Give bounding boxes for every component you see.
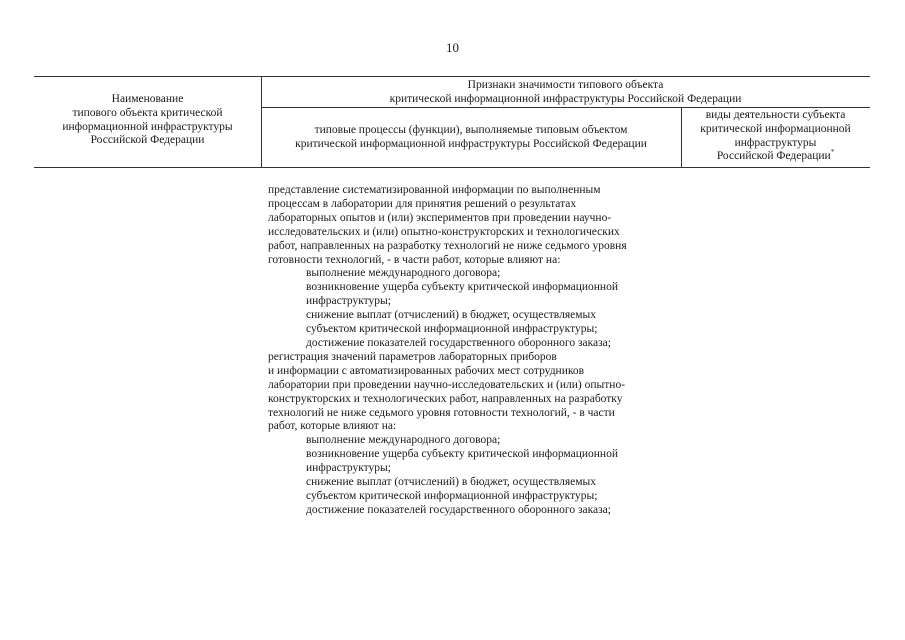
body-line: процессам в лаборатории для принятия решений о результатах — [268, 197, 577, 210]
body-line: возникновение ущерба субъекту критической информационной — [306, 281, 618, 294]
header-group — [261, 79, 870, 107]
body-line: работ, направленных на разработку технологий не ниже седьмого уровня — [268, 239, 627, 252]
body-line: лаборатории при проведении научно-исследовательских и (или) опытно- — [268, 378, 626, 391]
body-line: выполнение международного договора; — [306, 267, 501, 280]
body-line: регистрация значений параметров лабораторных приборов — [268, 350, 557, 363]
footnote-mark: * — [830, 148, 835, 157]
body-line: инфраструктуры; — [306, 462, 391, 475]
header-col2-line: критической информационной инфраструктуры Российской Федерации — [295, 137, 647, 150]
header-col1-line: типового объекта критической — [72, 106, 223, 119]
body-line: снижение выплат (отчислений) в бюджет, осуществляемых — [306, 309, 596, 322]
body-line: готовности технологий, - в части работ, которые влияют на: — [268, 253, 561, 266]
header-col2 — [261, 124, 681, 152]
header-col1-line: Российской Федерации — [90, 134, 205, 147]
table-top-rule — [34, 76, 870, 77]
header-col3-line: виды деятельности субъекта — [705, 109, 846, 121]
header-col3-line: критической информационной — [700, 122, 851, 135]
header-col1-line: Наименование — [111, 93, 184, 105]
body-line: работ, которые влияют на: — [268, 420, 397, 433]
header-col3 — [681, 109, 870, 164]
body-line: достижение показателей государственного оборонного заказа; — [306, 503, 611, 516]
header-col2-line: типовые процессы (функции), выполняемые типовым объектом — [314, 124, 628, 136]
header-group-line: Признаки значимости типового объекта — [467, 79, 664, 91]
body-text-block — [268, 184, 688, 518]
body-line: технологий не ниже седьмого уровня готовности технологий, - в части — [268, 406, 615, 419]
body-line: снижение выплат (отчислений) в бюджет, осуществляемых — [306, 476, 596, 489]
header-col1 — [34, 93, 261, 148]
body-line: и информации с автоматизированных рабочих мест сотрудников — [268, 364, 585, 377]
header-col3-line: Российской Федерации — [716, 150, 831, 163]
header-group-line: критической информационной инфраструктуры Российской Федерации — [389, 92, 742, 105]
body-line: исследовательских и (или) опытно-конструкторских и технологических — [268, 225, 620, 238]
body-line: достижение показателей государственного оборонного заказа; — [306, 336, 611, 349]
header-col3-line: инфраструктуры — [734, 136, 817, 149]
table-group-rule — [261, 107, 870, 108]
header-col3-line-last — [681, 150, 870, 164]
body-line: лабораторных опытов и (или) экспериментов при проведении научно- — [268, 211, 612, 224]
header-col1-line: информационной инфраструктуры — [62, 120, 233, 133]
body-line: конструкторских и технологических работ, направленных на разработку — [268, 392, 623, 405]
body-line: представление систематизированной информации по выполненным — [268, 184, 601, 196]
body-line: возникновение ущерба субъекту критической информационной — [306, 448, 618, 461]
body-line: выполнение международного договора; — [306, 434, 501, 447]
page-number: 10 — [446, 40, 459, 55]
body-line: субъектом критической информационной инфраструктуры; — [306, 323, 598, 336]
body-line: инфраструктуры; — [306, 295, 391, 308]
table-bottom-rule — [34, 167, 870, 168]
body-line: субъектом критической информационной инфраструктуры; — [306, 489, 598, 502]
